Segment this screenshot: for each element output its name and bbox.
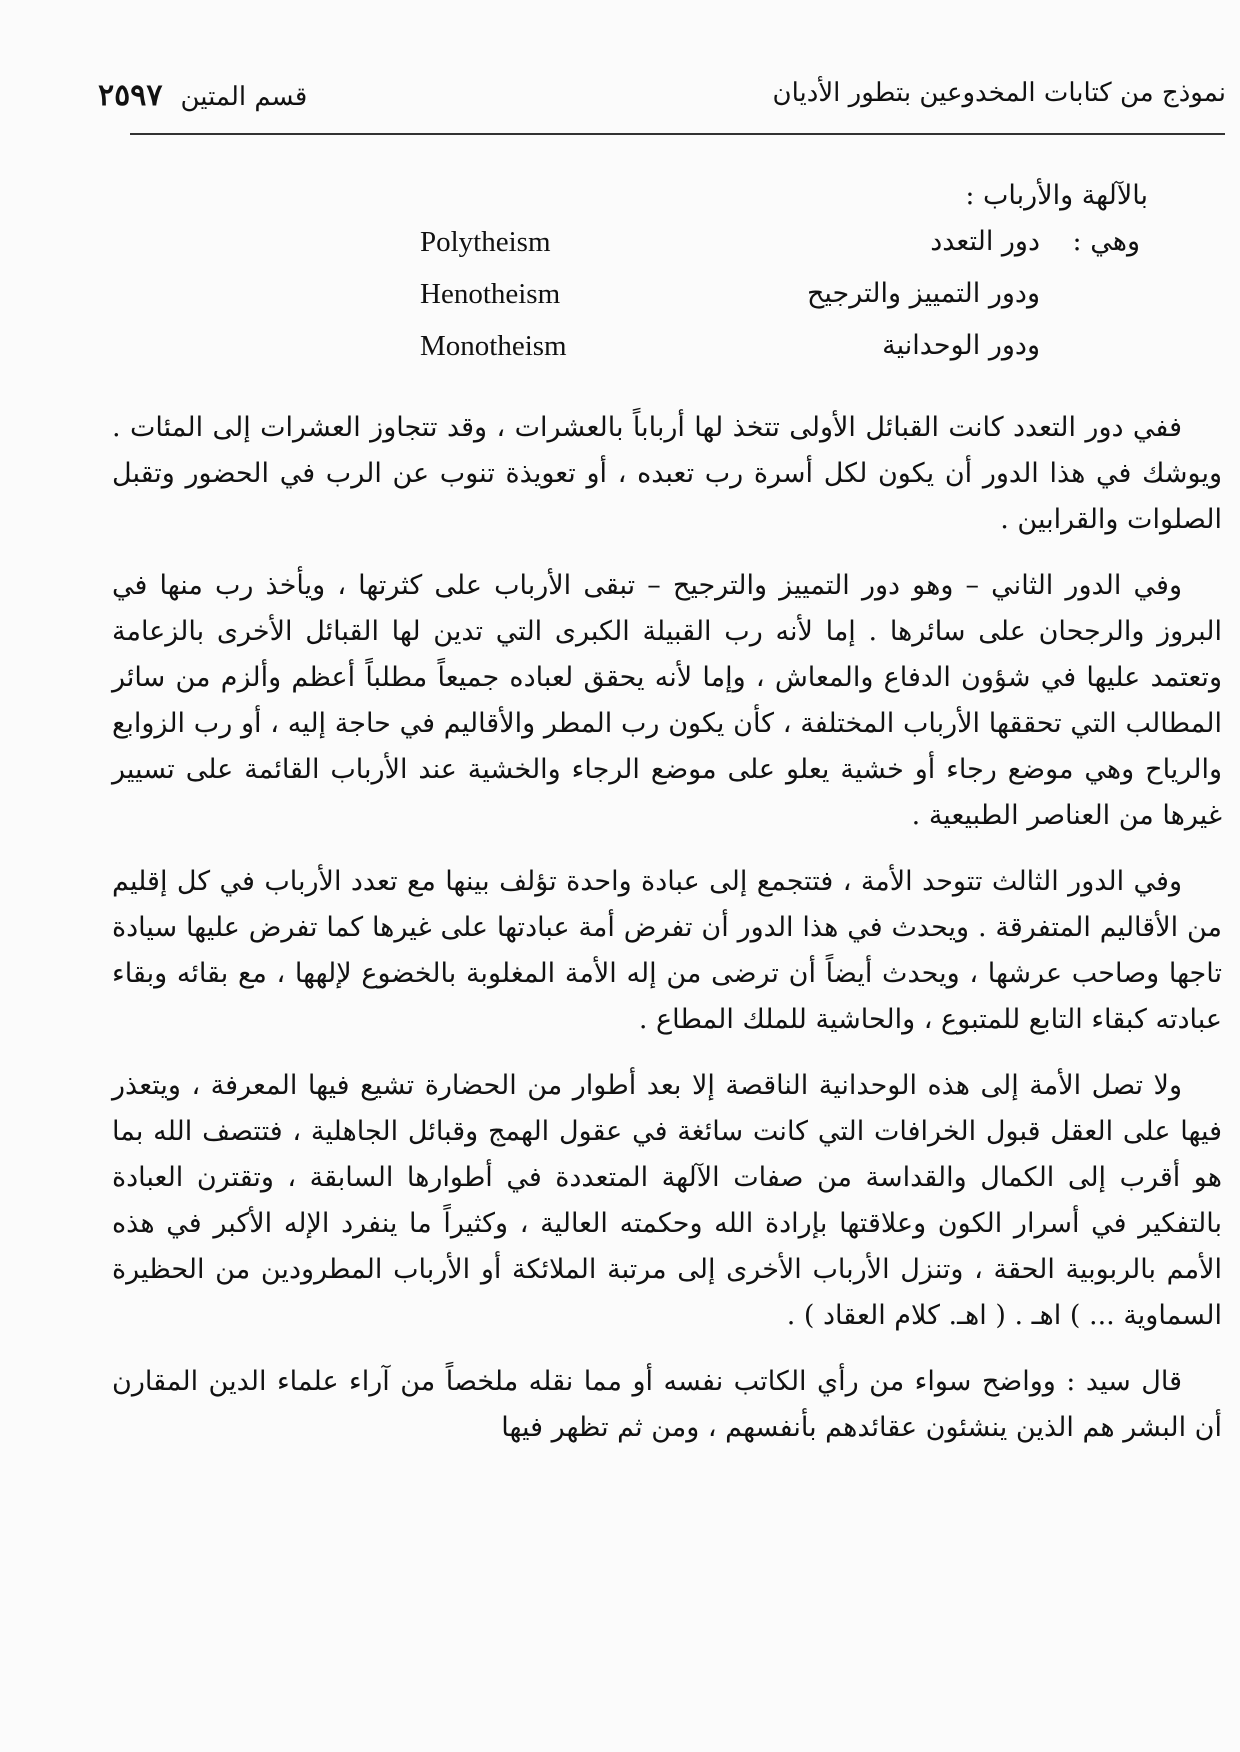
stage-row [420, 330, 1140, 382]
intro-line: بالآلهة والأرباب : [965, 180, 1148, 211]
stage-english-term: Henotheism [420, 278, 561, 310]
body-text [112, 405, 1222, 1471]
stage-prefix: وهي : [1072, 226, 1140, 257]
running-header [98, 78, 1226, 126]
paragraph: وفي الدور الثالث تتوحد الأمة ، فتتجمع إلى عبادة واحدة تؤلف بينها مع تعدد الأرباب في كل إقليم من الأقاليم المتفرقة . ويحدث في هذا الدور أن تفرض أمة عبادتها على غيرها كما تفرض عليها سيادة تاجها وصاحب عرشها ، ويحدث أيضاً أن ترضى من إله الأمة المغلوبة بالخضوع لإلهها ، مع بقائه وبقاء عبادته كبقاء التابع للمتبوع ، والحاشية للملك المطاع . [112, 866, 1222, 1035]
stages-list [420, 226, 1140, 382]
stage-english-term: Polytheism [420, 226, 551, 258]
stage-row [420, 226, 1140, 278]
paragraph: ولا تصل الأمة إلى هذه الوحدانية الناقصة إلا بعد أطوار من الحضارة تشيع فيها المعرفة ، ويتعذر فيها على العقل قبول الخرافات التي كانت سائغة في عقول الهمج وقبائل الجاهلية ، فتتصف الله بما هو أقرب إلى الكمال والقداسة من صفات الآلهة المتعددة في أطوارها السابقة ، وتقترن العبادة بالتفكير في أسرار الكون وعلاقتها بإرادة الله وحكمته العالية ، وكثيراً ما ينفرد الإله الأكبر في هذه الأمم بالربوبية الحقة ، وتنزل الأرباب الأخرى إلى مرتبة الملائكة أو الأرباب المطرودين من الحظيرة السماوية ... ) اهـ . ( اهـ. كلام العقاد ) . [112, 1070, 1222, 1331]
stage-arabic-term: ودور التمييز والترجيح [806, 278, 1040, 309]
stage-english-term: Monotheism [420, 330, 567, 362]
paragraph: وفي الدور الثاني – وهو دور التمييز والترجيح – تبقى الأرباب على كثرتها ، ويأخذ رب منها في البروز والرجحان على سائرها . إما لأنه رب القبيلة الكبرى التي تدين لها القبائل الأخرى بالزعامة وتعتمد عليها في شؤون الدفاع والمعاش ، وإما لأنه يحقق لعباده جميعاً مطلباً أعظم وألزم من سائر المطالب التي تحققها الأرباب المختلفة ، كأن يكون رب المطر والأقاليم في حاجة إليه ، أو رب الزوابع والرياح وهي موضع رجاء أو خشية يعلو على موضع الرجاء والخشية عند الأرباب القائمة على تسيير غيرها من العناصر الطبيعية . [112, 570, 1222, 831]
stage-row [420, 278, 1140, 330]
paragraph: قال سيد : وواضح سواء من رأي الكاتب نفسه أو مما نقله ملخصاً من آراء علماء الدين المقارن أن البشر هم الذين ينشئون عقائدهم بأنفسهم ، ومن ثم تظهر فيها [112, 1366, 1222, 1443]
header-divider [130, 133, 1225, 135]
page-number: ٢٥٩٧ [98, 78, 163, 113]
header-title: نموذج من كتابات المخدوعين بتطور الأديان [772, 78, 1226, 108]
stage-arabic-term: دور التعدد [930, 226, 1040, 257]
header-section-label: قسم المتين [180, 82, 308, 112]
stage-arabic-term: ودور الوحدانية [882, 330, 1040, 361]
header-page-info [98, 78, 307, 113]
paragraph: ففي دور التعدد كانت القبائل الأولى تتخذ لها أرباباً بالعشرات ، وقد تتجاوز العشرات إلى المئات . ويوشك في هذا الدور أن يكون لكل أسرة رب تعبده ، أو تعويذة تنوب عن الرب في الحضور وتقبل الصلوات والقرابين . [112, 412, 1222, 535]
